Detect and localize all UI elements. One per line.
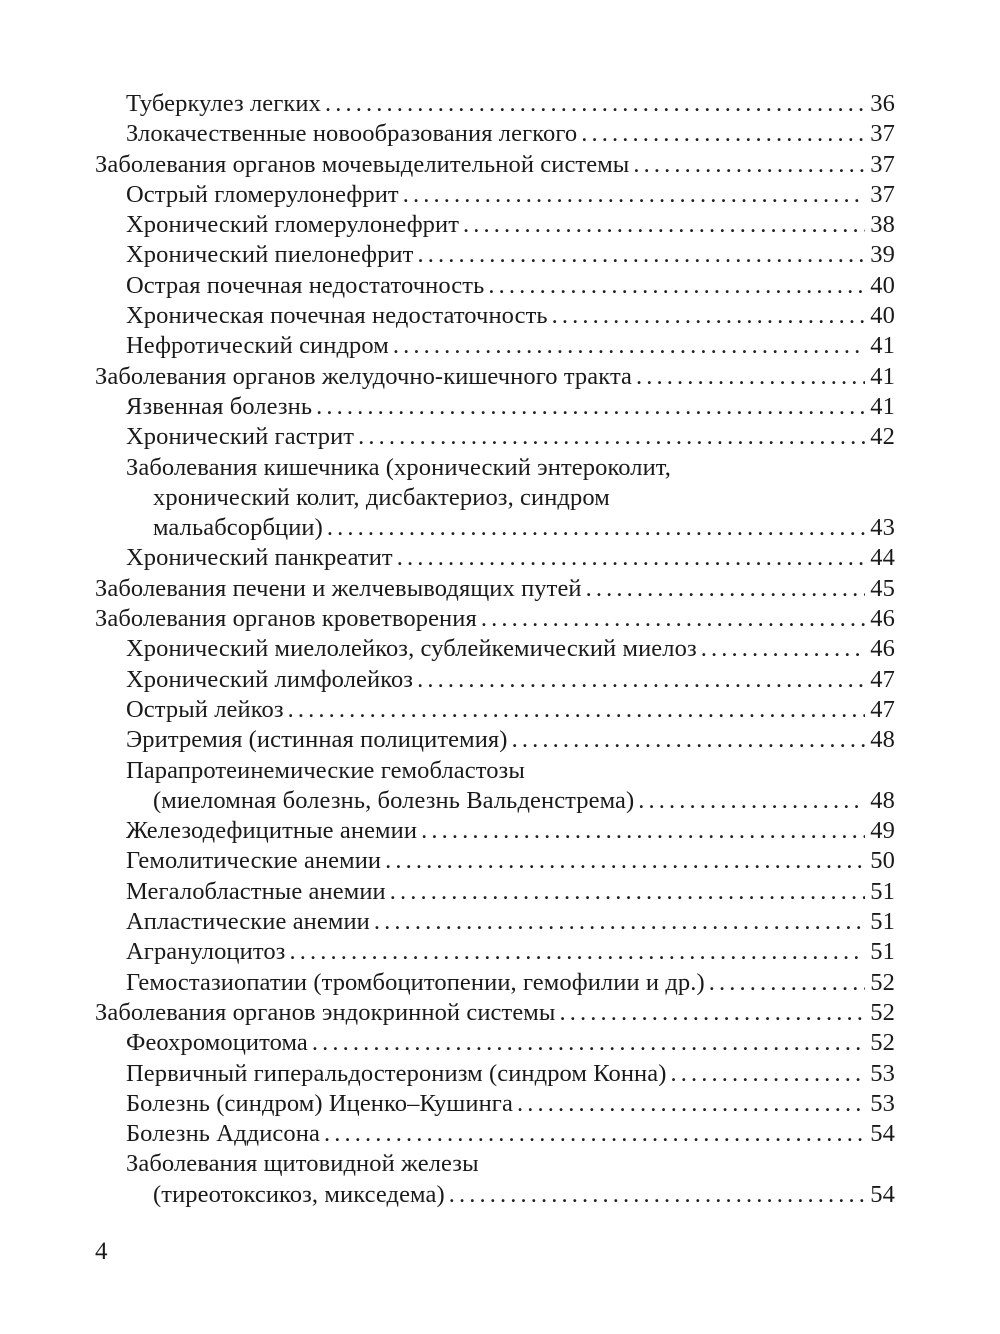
toc-line (95, 1089, 895, 1119)
toc-entry-page: 48 (870, 726, 895, 754)
toc-entry-page: 47 (870, 665, 895, 693)
toc-entry-title: Нефротический синдром (126, 332, 389, 360)
toc-entry-page: 41 (870, 332, 895, 360)
toc-entry (95, 665, 895, 695)
toc-entry-title: Агранулоцитоз (126, 938, 286, 966)
toc-entry-page: 37 (870, 120, 895, 148)
toc-entry (95, 89, 895, 119)
toc-entry-page: 54 (870, 1180, 895, 1208)
toc-entry-title: Феохромоцитома (126, 1029, 308, 1057)
toc-entry (95, 301, 895, 331)
dot-leader (636, 362, 865, 392)
toc-line (95, 210, 895, 240)
toc-entry (95, 453, 895, 544)
toc-entry (95, 846, 895, 876)
toc-line (95, 1149, 895, 1179)
toc-line (95, 392, 895, 422)
toc-line (95, 89, 895, 119)
toc-entry-title: Болезнь Аддисона (126, 1120, 320, 1148)
dot-leader (325, 89, 865, 119)
toc-line (95, 665, 895, 695)
toc-entry (95, 1028, 895, 1058)
toc-entry-page: 40 (870, 302, 895, 330)
toc-entry (95, 240, 895, 270)
toc-entry (95, 725, 895, 755)
toc-entry-page: 38 (870, 211, 895, 239)
dot-leader (449, 1180, 865, 1210)
toc-entry (95, 604, 895, 634)
toc-entry-title: Хронический пиелонефрит (126, 241, 414, 269)
toc-entry (95, 271, 895, 301)
toc-entry-title: Болезнь (синдром) Иценко–Кушинга (126, 1089, 513, 1117)
toc-entry (95, 998, 895, 1028)
toc-entry-page: 51 (870, 908, 895, 936)
dot-leader (327, 513, 865, 543)
toc-entry-page: 46 (870, 635, 895, 663)
toc-entry-title: Хронический панкреатит (126, 544, 393, 572)
dot-leader (397, 543, 865, 573)
toc-entry-title: Хроническая почечная недостаточность (126, 302, 548, 330)
toc-line (95, 543, 895, 573)
toc-line (95, 786, 895, 816)
dot-leader (671, 1059, 866, 1089)
toc-entry-page: 40 (870, 271, 895, 299)
toc-line (95, 1028, 895, 1058)
toc-entry-title: Железодефицитные анемии (126, 817, 418, 845)
toc-line (95, 513, 895, 543)
toc-entry-title: Заболевания кишечника (хронический энтероколит, (126, 453, 671, 481)
toc-entry-title: Заболевания органов желудочно-кишечного тракта (95, 362, 633, 390)
dot-leader (324, 1119, 865, 1149)
toc-entry-title: Злокачественные новообразования легкого (126, 120, 578, 148)
toc-entry-page: 53 (870, 1089, 895, 1117)
toc-line (95, 271, 895, 301)
toc-entry-page: 52 (870, 998, 895, 1026)
toc-entry-page: 44 (870, 544, 895, 572)
toc-entry-title: хронический колит, дисбактериоз, синдром (153, 483, 610, 511)
toc-line (95, 907, 895, 937)
dot-leader (633, 150, 865, 180)
toc-entry-title: Хронический гастрит (126, 423, 355, 451)
toc-entry-title: Заболевания органов мочевыделительной системы (95, 150, 630, 178)
toc-entry-title: (миеломная болезнь, болезнь Вальденстрема) (153, 786, 635, 814)
dot-leader (289, 937, 865, 967)
toc-entry (95, 543, 895, 573)
toc-entry-title: Хронический миелолейкоз, сублейкемический миелоз (126, 635, 697, 663)
toc-entry-title: Гемостазиопатии (тромбоцитопении, гемофилии и др.) (126, 968, 705, 996)
dot-leader (512, 725, 865, 755)
toc-entry-title: Язвенная болезнь (126, 392, 313, 420)
toc-line (95, 968, 895, 998)
dot-leader (417, 665, 865, 695)
dot-leader (559, 998, 865, 1028)
dot-leader (709, 968, 865, 998)
dot-leader (393, 331, 865, 361)
toc-entry-page: 36 (870, 90, 895, 117)
toc-entry-title: мальабсорбции) (153, 514, 323, 542)
toc-line (95, 816, 895, 846)
toc-entry (95, 1089, 895, 1119)
dot-leader (417, 240, 865, 270)
toc-entry (95, 877, 895, 907)
dot-leader (374, 907, 865, 937)
toc-line (95, 331, 895, 361)
toc-line (95, 937, 895, 967)
toc-entry-page: 52 (870, 1029, 895, 1057)
toc-line (95, 1119, 895, 1149)
toc-entry-page: 43 (870, 514, 895, 542)
toc-line (95, 634, 895, 664)
dot-leader (312, 1028, 865, 1058)
toc-line (95, 453, 895, 483)
toc-entry-title: Заболевания печени и желчевыводящих путей (95, 574, 582, 602)
toc-entry (95, 968, 895, 998)
toc-entry (95, 574, 895, 604)
toc-line (95, 362, 895, 392)
toc-entry-page: 46 (870, 605, 895, 633)
dot-leader (552, 301, 865, 331)
toc-entry-page: 51 (870, 877, 895, 905)
dot-leader (517, 1089, 865, 1119)
dot-leader (638, 786, 865, 816)
toc-entry-title: Острый гломерулонефрит (126, 180, 399, 208)
toc-entry (95, 119, 895, 149)
dot-leader (481, 604, 865, 634)
page-number: 4 (95, 1238, 108, 1265)
toc-entry-page: 47 (870, 695, 895, 723)
toc-entry-title: (тиреотоксикоз, микседема) (153, 1180, 445, 1208)
toc-entry-page: 41 (870, 392, 895, 420)
dot-leader (586, 574, 865, 604)
toc-entry-page: 48 (870, 786, 895, 814)
toc-entry (95, 816, 895, 846)
toc-entry-title: Хронический гломерулонефрит (126, 211, 460, 239)
toc-line (95, 483, 895, 513)
dot-leader (488, 271, 865, 301)
toc-line (95, 877, 895, 907)
toc-entry-page: 50 (870, 847, 895, 875)
toc-line (95, 846, 895, 876)
toc-entry-title: Заболевания органов кроветворения (95, 605, 477, 633)
toc-line (95, 725, 895, 755)
toc-entry-page: 42 (870, 423, 895, 451)
toc-entry (95, 937, 895, 967)
toc-entry-page: 39 (870, 241, 895, 269)
toc-entry-page: 37 (870, 180, 895, 208)
table-of-contents (95, 89, 895, 1210)
dot-leader (421, 816, 865, 846)
toc-entry-title: Заболевания органов эндокринной системы (95, 998, 556, 1026)
toc-entry-page: 53 (870, 1059, 895, 1087)
toc-line (95, 119, 895, 149)
toc-entry-title: Острый лейкоз (126, 695, 284, 723)
toc-entry-title: Первичный гиперальдостеронизм (синдром Конна) (126, 1059, 667, 1087)
toc-entry (95, 634, 895, 664)
dot-leader (581, 119, 865, 149)
toc-entry-title: Заболевания щитовидной железы (126, 1150, 479, 1178)
toc-entry (95, 362, 895, 392)
dot-leader (701, 634, 865, 664)
toc-entry (95, 422, 895, 452)
toc-line (95, 574, 895, 604)
toc-entry (95, 907, 895, 937)
dot-leader (463, 210, 865, 240)
dot-leader (403, 180, 865, 210)
toc-entry-title: Эритремия (истинная полицитемия) (126, 726, 508, 754)
toc-entry-page: 52 (870, 968, 895, 996)
toc-entry-title: Апластические анемии (126, 908, 370, 936)
toc-line (95, 1059, 895, 1089)
toc-line (95, 240, 895, 270)
toc-entry-page: 51 (870, 938, 895, 966)
toc-line (95, 695, 895, 725)
toc-entry-title: Парапротеинемические гемобластозы (126, 756, 525, 784)
toc-line (95, 301, 895, 331)
toc-entry (95, 1119, 895, 1149)
toc-entry-title: Туберкулез легких (126, 90, 321, 117)
toc-entry-page: 37 (870, 150, 895, 178)
dot-leader (385, 846, 865, 876)
toc-entry-title: Хронический лимфолейкоз (126, 665, 414, 693)
dot-leader (390, 877, 865, 907)
toc-entry (95, 392, 895, 422)
toc-entry-page: 49 (870, 817, 895, 845)
toc-entry-title: Мегалобластные анемии (126, 877, 386, 905)
dot-leader (288, 695, 865, 725)
dot-leader (358, 422, 865, 452)
toc-entry-title: Острая почечная недостаточность (126, 271, 485, 299)
toc-entry-page: 41 (870, 362, 895, 390)
toc-entry (95, 180, 895, 210)
toc-line (95, 756, 895, 786)
toc-entry-page: 45 (870, 574, 895, 602)
toc-entry (95, 210, 895, 240)
toc-entry-page: 54 (870, 1120, 895, 1148)
toc-entry (95, 756, 895, 817)
dot-leader (316, 392, 865, 422)
toc-line (95, 150, 895, 180)
toc-line (95, 1180, 895, 1210)
toc-entry-title: Гемолитические анемии (126, 847, 382, 875)
toc-line (95, 180, 895, 210)
toc-entry (95, 150, 895, 180)
toc-entry (95, 1059, 895, 1089)
toc-entry (95, 1149, 895, 1210)
toc-line (95, 604, 895, 634)
toc-entry (95, 331, 895, 361)
toc-line (95, 422, 895, 452)
toc-entry (95, 695, 895, 725)
toc-line (95, 998, 895, 1028)
